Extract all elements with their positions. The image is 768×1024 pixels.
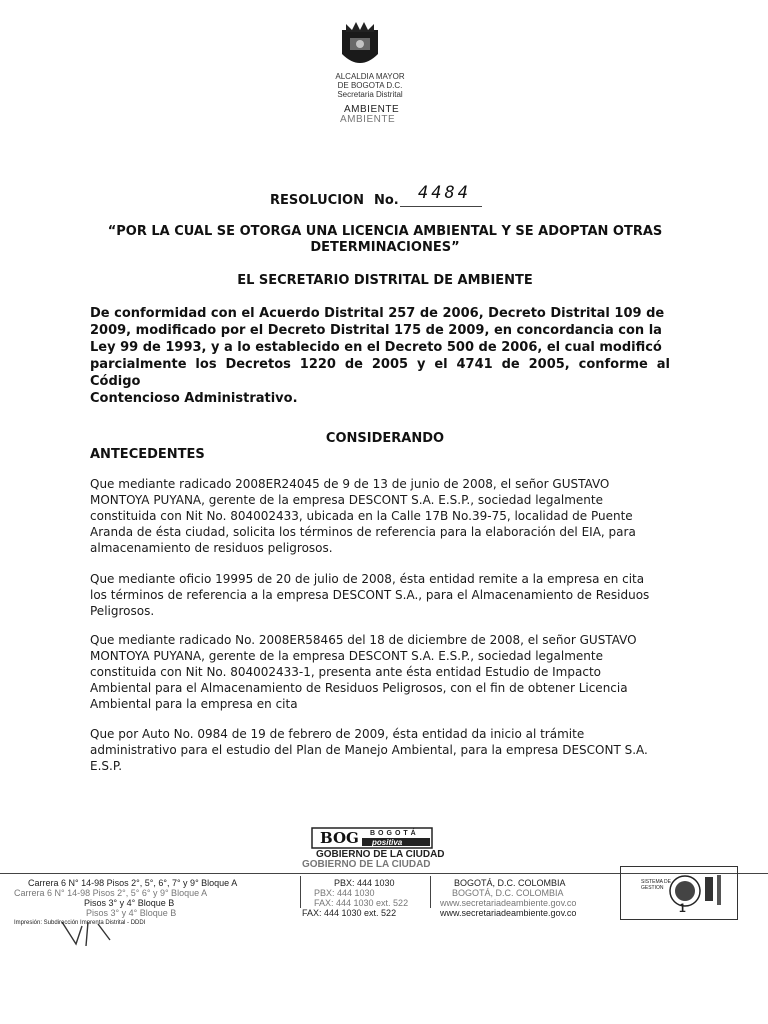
paragraph-line: constituida con Nit No. 804002433, ubicada en la Calle 17B No.39-75, localidad de Puente <box>90 509 633 523</box>
logo-word-top: BOGOTÁ <box>370 830 419 837</box>
logo-gov-line-1: GOBIERNO DE LA CIUDAD <box>316 849 445 860</box>
resolution-label: RESOLUCION <box>270 193 364 208</box>
paragraph-line: Ambiental para la empresa en cita <box>90 697 298 711</box>
logo-word-sub: positiva <box>372 838 403 847</box>
legal-basis-paragraph <box>90 305 670 407</box>
paragraph-1 <box>90 476 670 556</box>
ambiente-label-1: AMBIENTE <box>344 104 400 115</box>
logo-gov-line-2: GOBIERNO DE LA CIUDAD <box>302 859 431 870</box>
pbx-line: PBX: 444 1030 <box>334 878 395 888</box>
certification-label: SISTEMA DE GESTION <box>641 879 672 891</box>
intro-line: 2009, modificado por el Decreto Distrital 175 de 2009, en concordancia con la <box>90 323 662 338</box>
paragraph-line: Que mediante radicado No. 2008ER58465 del 18 de diciembre de 2008, el señor GUSTAVO <box>90 633 637 647</box>
city-line: BOGOTÁ, D.C. COLOMBIA <box>452 888 564 898</box>
handwritten-initials-icon <box>58 918 118 950</box>
intro-line: parcialmente los Decretos 1220 de 2005 y el 4741 de 2005, conforme al Código <box>90 357 670 389</box>
coat-of-arms-icon <box>338 20 382 74</box>
intro-line: Ley 99 de 1993, y a lo establecido en el Decreto 500 de 2006, el cual modificó <box>90 340 662 355</box>
page-mark: 1 <box>679 901 686 915</box>
footer-address <box>14 878 237 918</box>
paragraph-line: Aranda de ésta ciudad, solicita los términos de referencia para la elaboración del EIA, para <box>90 525 636 539</box>
footer-column-divider <box>430 876 431 908</box>
address-line: Carrera 6 N° 14-98 Pisos 2°, 5°, 6°, 7° y 9° Bloque A <box>28 878 238 888</box>
intro-line: De conformidad con el Acuerdo Distrital 257 de 2006, Decreto Distrital 109 de <box>90 306 665 321</box>
paragraph-3 <box>90 632 670 712</box>
paragraph-line: Que mediante oficio 19995 de 20 de julio de 2008, ésta entidad remite a la empresa en cita <box>90 572 645 586</box>
footer-column-divider <box>300 876 301 908</box>
title-line-2: DETERMINACIONES” <box>310 240 460 255</box>
svg-text:BOG: BOG <box>320 829 359 847</box>
seal-line-3: Secretaria Distrital <box>337 90 403 99</box>
fax-line: FAX: 444 1030 ext. 522 <box>302 908 397 918</box>
seal-line-2: DE BOGOTA D.C. <box>337 81 403 90</box>
antecedentes-heading: ANTECEDENTES <box>90 447 205 462</box>
paragraph-line: Peligrosos. <box>90 604 155 618</box>
website-link[interactable]: www.secretariadeambiente.gov.co <box>440 908 577 918</box>
address-line: Carrera 6 N° 14-98 Pisos 2°, 5° 6° y 9° Bloque A <box>14 888 208 898</box>
district-seal <box>338 20 382 74</box>
resolution-no-label: No. <box>374 193 399 208</box>
seal-line-1: ALCALDIA MAYOR <box>335 72 405 81</box>
address-line: Pisos 3° y 4° Bloque B <box>86 908 177 918</box>
paragraph-2 <box>90 571 670 619</box>
resolution-number-underline <box>400 206 482 207</box>
printing-note: Impresión: Subdirección Imprenta Distrital - DDDI <box>14 920 146 926</box>
title-line-1: “POR LA CUAL SE OTORGA UNA LICENCIA AMBIENTAL Y SE ADOPTAN OTRAS <box>107 224 663 239</box>
city-line: BOGOTÁ, D.C. COLOMBIA <box>454 878 566 888</box>
seal-caption <box>320 72 420 99</box>
ambiente-label-2: AMBIENTE <box>340 114 396 125</box>
footer-city-web <box>440 878 576 918</box>
considerando-heading: CONSIDERANDO <box>325 431 445 446</box>
paragraph-line: administrativo para el estudio del Plan de Manejo Ambiental, para la empresa DESCONT S.A. <box>90 743 648 757</box>
resolution-number: 4484 <box>418 183 471 203</box>
paragraph-line: almacenamiento de residuos peligrosos. <box>90 541 333 555</box>
footer-phone <box>302 878 409 918</box>
paragraph-line: Que mediante radicado 2008ER24045 de 9 de 13 de junio de 2008, el señor GUSTAVO <box>90 477 610 491</box>
paragraph-line: MONTOYA PUYANA, gerente de la empresa DESCONT S.A. E.S.P., sociedad legalmente <box>90 649 603 663</box>
intro-line: Contencioso Administrativo. <box>90 391 298 406</box>
paragraph-line: Ambiental para el Almacenamiento de Residuos Peligrosos, con el fin de obtener Licencia <box>90 681 628 695</box>
paragraph-4 <box>90 726 670 774</box>
document-title <box>90 224 680 256</box>
secretary-heading: EL SECRETARIO DISTRITAL DE AMBIENTE <box>237 273 533 288</box>
paragraph-line: E.S.P. <box>90 759 123 773</box>
certification-stamp <box>620 866 738 920</box>
website-link[interactable]: www.secretariadeambiente.gov.co <box>440 898 577 908</box>
pbx-line: PBX: 444 1030 <box>314 888 375 898</box>
address-line: Pisos 3° y 4° Bloque B <box>84 898 175 908</box>
paragraph-line: MONTOYA PUYANA, gerente de la empresa DESCONT S.A. E.S.P., sociedad legalmente <box>90 493 603 507</box>
fax-line: FAX: 444 1030 ext. 522 <box>314 898 409 908</box>
paragraph-line: constituida con Nit No. 804002433-1, presenta ante ésta entidad Estudio de Impacto <box>90 665 601 679</box>
paragraph-line: Que por Auto No. 0984 de 19 de febrero de 2009, ésta entidad da inicio al trámite <box>90 727 585 741</box>
paragraph-line: los términos de referencia a la empresa DESCONT S.A., para el Almacenamiento de Residuos <box>90 588 650 602</box>
